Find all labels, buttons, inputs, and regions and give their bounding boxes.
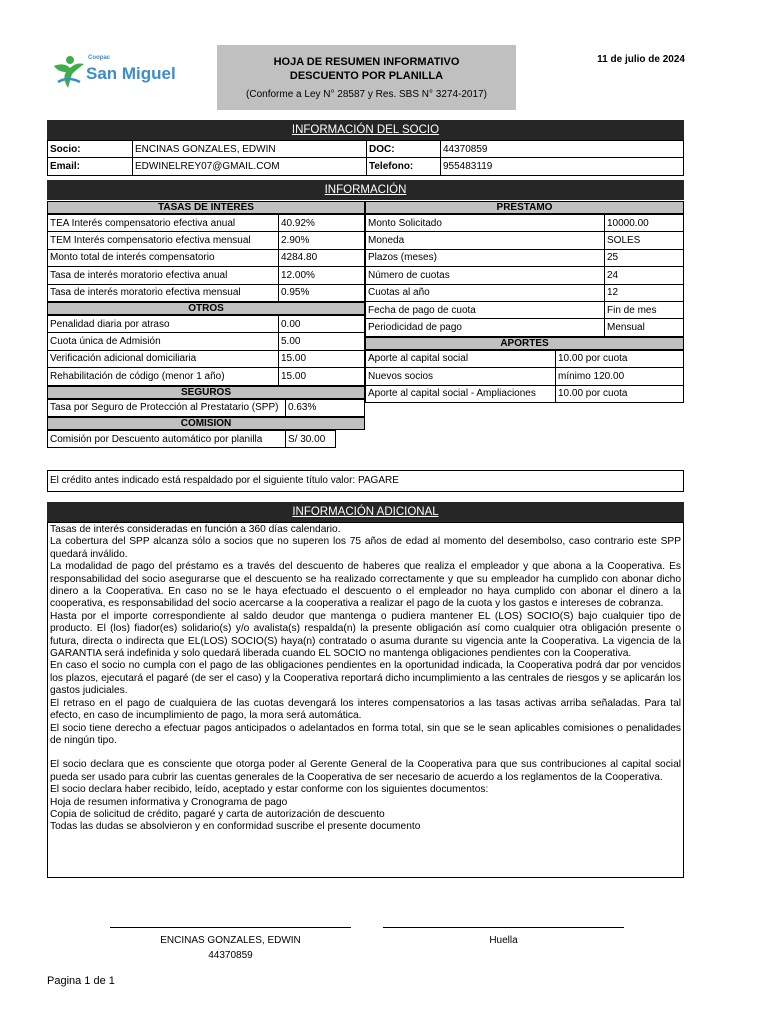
row-value: 25: [605, 249, 684, 266]
email-value: EDWINELREY07@GMAIL.COM: [133, 158, 367, 175]
row-label: Rehabilitación de código (menor 1 año): [48, 368, 279, 385]
logo-small-text: Coopac: [88, 55, 111, 61]
row-label: Periodicidad de pago: [366, 319, 605, 336]
row-label: Tasa por Seguro de Protección al Prestatario (SPP): [48, 399, 286, 416]
huella-signature-line: [383, 927, 624, 928]
otros-title: OTROS: [47, 302, 365, 315]
row-value: 10000.00: [605, 215, 684, 232]
row-label: Plazos (meses): [366, 249, 605, 266]
row-value: 2.90%: [279, 232, 365, 249]
row-label: TEM Interés compensatorio efectiva mensual: [48, 232, 279, 249]
table-row: [48, 315, 365, 332]
table-row: [48, 232, 365, 249]
adicional-body: [47, 522, 684, 878]
row-label: Aporte al capital social - Ampliaciones: [366, 385, 556, 402]
comision-title: COMISION: [47, 417, 365, 430]
row-label: Cuotas al año: [366, 284, 605, 301]
otros-table: [47, 315, 365, 386]
document-title: HOJA DE RESUMEN INFORMATIVO DESCUENTO POR PLANILLA: [273, 56, 460, 82]
adicional-paragraph: La cobertura del SPP alcanza sólo a socios que no superen los 75 años de edad al momento del desembolso, caso contrario este SPP quedará inválido.: [50, 536, 681, 560]
row-value: 24: [605, 267, 684, 284]
adicional-paragraph: El socio declara que es consciente que otorga poder al Gerente General de la Cooperativa para que sus contribuciones al capital social pueda ser usado para cubrir las cuentas generales de la Cooperativa de ser necesario de acuerdo a los reglamentos de la Cooperativa.: [50, 759, 681, 783]
adicional-paragraph: Tasas de interés consideradas en función a 360 días calendario.: [50, 524, 341, 535]
row-label: Comisión por Descuento automático por planilla: [48, 430, 286, 447]
table-row: [366, 301, 684, 318]
adicional-paragraph: Hasta por el importe correspondiente al saldo deudor que mantenga o pudiera mantener EL (LOS) SOCIO(S) bajo cualquier tipo de producto. El (los) fiador(es) solidario(s) y/o avalista(s) respalda(n) la presente obligación así como cualquier otra obligación presente o futura, directa o indirecta que EL(LOS) SOCIO(S) haya(n) contratado o asuma durante su vigencia ante la Cooperativa. La vigencia de la GARANTIA será indefinida y solo quedará liberada cuando EL SOCIO no mantenga obligaciones pendientes con la Cooperativa.: [50, 610, 681, 660]
adicional-paragraph: En caso el socio no cumpla con el pago de las obligaciones pendientes en la oportunidad indicada, la Cooperativa podrá dar por vencidos los plazos, ejecutará el pagaré (de ser el caso) y la Cooperativa reportará dicho incumplimiento a las centrales de riesgos y se aplicarán los gastos judiciales.: [50, 660, 681, 697]
row-label: Aporte al capital social: [366, 350, 556, 367]
row-label: Verificación adicional domiciliaria: [48, 350, 279, 367]
row-value: 0.95%: [279, 284, 365, 301]
cooperative-logo: [50, 52, 176, 92]
phone-label: Telefono:: [367, 158, 441, 175]
socio-signature-line: [110, 927, 351, 928]
prestamo-title: PRÉSTAMO: [365, 201, 684, 214]
socio-label: Socio:: [48, 141, 133, 158]
row-label: Penalidad diaria por atraso: [48, 315, 279, 332]
signature-name: ENCINAS GONZALES, EDWIN: [160, 935, 301, 946]
respaldo-note: El crédito antes indicado está respaldado por el siguiente título valor: PAGARE: [47, 470, 684, 492]
signature-doc: 44370859: [208, 950, 253, 961]
row-value: S/ 30.00: [286, 430, 336, 447]
row-label: TEA Interés compensatorio efectiva anual: [48, 215, 279, 232]
socio-table: [47, 140, 684, 176]
adicional-paragraph: La modalidad de pago del préstamo es a través del descuento de haberes que realiza el empleador y que abona a la Cooperativa. Es responsabilidad del socio asegurarse que el descuento se ha realizado correctamente y que su empleador ha cumplido con abonar dicho dinero a la Cooperativa. En caso no se le haya efectuado el descuento o el empleador no haya cumplido con abonar el dinero a la cooperativa, es responsabilidad del socio acercarse a la cooperativa a realizar el pago de la cuota y los gastos e intereses de cobranza.: [50, 561, 681, 610]
tasas-title: TASAS DE INTERÉS: [47, 201, 365, 214]
table-row: [48, 249, 365, 266]
row-value: 5.00: [279, 333, 365, 350]
row-label: Tasa de interés moratorio efectiva mensual: [48, 284, 279, 301]
row-value: 10.00 por cuota: [556, 350, 684, 367]
table-row: [366, 350, 684, 367]
row-label: Moneda: [366, 232, 605, 249]
row-label: Cuota única de Admisión: [48, 333, 279, 350]
row-label: Monto total de interés compensatorio: [48, 249, 279, 266]
row-label: Número de cuotas: [366, 267, 605, 284]
table-row: [366, 368, 684, 385]
table-row: [366, 385, 684, 402]
logo-name: San Miguel: [86, 64, 176, 83]
tasas-table: [47, 214, 365, 302]
row-value: Mensual: [605, 319, 684, 336]
adicional-section-title: INFORMACIÓN ADICIONAL: [47, 502, 684, 522]
row-value: 10.00 por cuota: [556, 385, 684, 402]
row-value: mínimo 120.00: [556, 368, 684, 385]
table-row: [48, 215, 365, 232]
row-label: Nuevos socios: [366, 368, 556, 385]
email-label: Email:: [48, 158, 133, 175]
row-value: 0.63%: [286, 399, 365, 416]
table-row: [366, 249, 684, 266]
seguros-table: [47, 399, 365, 417]
row-value: 15.00: [279, 368, 365, 385]
adicional-paragraph: El retraso en el pago de cualquiera de las cuotas devengará los interes compensatorios a las tasas activas arriba señaladas. Para tal efecto, en caso de incumplimiento de pago, la mora será automática.: [50, 697, 681, 722]
document-header: [217, 45, 516, 110]
adicional-paragraph: Hoja de resumen informativa y Cronograma de pago: [50, 796, 288, 808]
adicional-paragraph: Copia de solicitud de crédito, pagaré y carta de autorización de descuento: [50, 808, 385, 820]
table-row: [48, 350, 365, 367]
table-row: [366, 267, 684, 284]
adicional-paragraph: El socio declara haber recibido, leído, aceptado y estar conforme con los siguientes documentos:: [50, 784, 489, 796]
table-row: [48, 368, 365, 385]
row-value: SOLES: [605, 232, 684, 249]
table-row: [366, 319, 684, 336]
table-row: [48, 141, 684, 158]
document-date: 11 de julio de 2024: [597, 54, 685, 65]
doc-label: DOC:: [367, 141, 441, 158]
phone-value: 955483119: [441, 158, 684, 175]
table-row: [366, 284, 684, 301]
page-number: Pagina 1 de 1: [47, 975, 115, 987]
empty-cell: [336, 430, 366, 447]
aportes-title: APORTES: [365, 337, 684, 350]
adicional-paragraph: El socio tiene derecho a efectuar pagos anticipados o adelantados en forma total, sin que se le sean aplicables comisiones o penalidades de ningún tipo.: [50, 722, 681, 746]
comision-table: [47, 430, 365, 448]
row-value: 12.00%: [279, 267, 365, 284]
row-label: Tasa de interés moratorio efectiva anual: [48, 267, 279, 284]
row-label: Fecha de pago de cuota: [366, 301, 605, 318]
info-right-column: [365, 201, 684, 403]
seguros-title: SEGUROS: [47, 386, 365, 399]
socio-value: ENCINAS GONZALES, EDWIN: [133, 141, 367, 158]
table-row: [366, 215, 684, 232]
table-row: [48, 267, 365, 284]
table-row: [48, 333, 365, 350]
row-value: 40.92%: [279, 215, 365, 232]
row-value: 4284.80: [279, 249, 365, 266]
table-row: [366, 232, 684, 249]
huella-label: Huella: [489, 935, 518, 946]
doc-value: 44370859: [441, 141, 684, 158]
row-value: 12: [605, 284, 684, 301]
adicional-section: [47, 502, 684, 878]
row-label: Monto Solicitado: [366, 215, 605, 232]
info-left-column: [47, 201, 365, 448]
row-value: 0.00: [279, 315, 365, 332]
socio-section: [47, 120, 684, 176]
table-row: [48, 284, 365, 301]
table-row: [48, 158, 684, 175]
row-value: 15.00: [279, 350, 365, 367]
table-row: [48, 399, 365, 416]
aportes-table: [365, 350, 684, 403]
table-row: [48, 430, 366, 447]
adicional-paragraph: Todas las dudas se absolvieron y en conformidad suscribe el presente documento: [50, 821, 421, 833]
document-subtitle: (Conforme a Ley N° 28587 y Res. SBS N° 3274-2017): [246, 89, 487, 100]
socio-section-title: INFORMACIÓN DEL SOCIO: [47, 120, 684, 140]
info-section-title: INFORMACIÓN: [47, 180, 684, 200]
row-value: Fin de mes: [605, 301, 684, 318]
prestamo-table: [365, 214, 684, 337]
